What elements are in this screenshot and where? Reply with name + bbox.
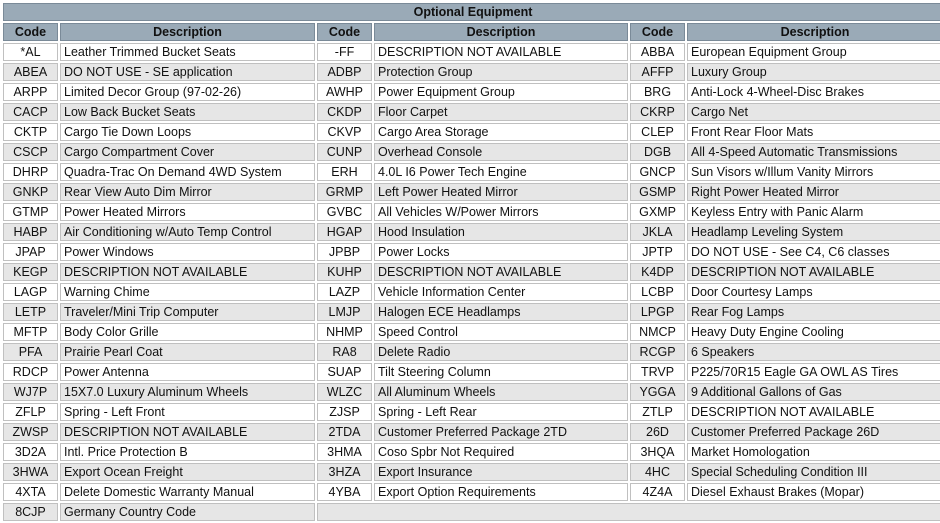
option-description-cell: Power Antenna <box>60 363 315 381</box>
table-row <box>3 423 940 441</box>
table-row <box>3 83 940 101</box>
option-description-cell: DESCRIPTION NOT AVAILABLE <box>687 403 940 421</box>
option-code-cell: SUAP <box>317 363 372 381</box>
option-code-cell: HGAP <box>317 223 372 241</box>
option-description-cell: Vehicle Information Center <box>374 283 628 301</box>
option-code-cell: LAZP <box>317 283 372 301</box>
table-row <box>3 383 940 401</box>
option-code-cell: CACP <box>3 103 58 121</box>
table-row <box>3 63 940 81</box>
option-code-cell: *AL <box>3 43 58 61</box>
option-description-cell: Power Equipment Group <box>374 83 628 101</box>
option-code-cell: 2TDA <box>317 423 372 441</box>
option-code-cell: RDCP <box>3 363 58 381</box>
option-code-cell: ADBP <box>317 63 372 81</box>
option-description-cell: Left Power Heated Mirror <box>374 183 628 201</box>
table-row <box>3 303 940 321</box>
option-code-cell: CKVP <box>317 123 372 141</box>
option-code-cell: JPTP <box>630 243 685 261</box>
option-code-cell: CUNP <box>317 143 372 161</box>
option-description-cell: Air Conditioning w/Auto Temp Control <box>60 223 315 241</box>
option-description-cell: DESCRIPTION NOT AVAILABLE <box>687 263 940 281</box>
option-description-cell: Low Back Bucket Seats <box>60 103 315 121</box>
option-description-cell: Cargo Compartment Cover <box>60 143 315 161</box>
option-description-cell: DO NOT USE - See C4, C6 classes <box>687 243 940 261</box>
option-code-cell: TRVP <box>630 363 685 381</box>
option-description-cell: Hood Insulation <box>374 223 628 241</box>
option-description-cell: Floor Carpet <box>374 103 628 121</box>
option-code-cell: CLEP <box>630 123 685 141</box>
option-description-cell: Limited Decor Group (97-02-26) <box>60 83 315 101</box>
table-row <box>3 103 940 121</box>
table-row <box>3 443 940 461</box>
option-description-cell: Quadra-Trac On Demand 4WD System <box>60 163 315 181</box>
option-code-cell: ABEA <box>3 63 58 81</box>
table-row <box>3 503 940 521</box>
option-code-cell: AFFP <box>630 63 685 81</box>
table-row <box>3 123 940 141</box>
option-code-cell: NMCP <box>630 323 685 341</box>
option-description-cell: Anti-Lock 4-Wheel-Disc Brakes <box>687 83 940 101</box>
option-description-cell: Customer Preferred Package 26D <box>687 423 940 441</box>
option-description-cell: Diesel Exhaust Brakes (Mopar) <box>687 483 940 501</box>
option-description-cell: Power Locks <box>374 243 628 261</box>
option-code-cell: CSCP <box>3 143 58 161</box>
option-description-cell: Protection Group <box>374 63 628 81</box>
option-code-cell: 4YBA <box>317 483 372 501</box>
option-code-cell: GSMP <box>630 183 685 201</box>
option-code-cell: GRMP <box>317 183 372 201</box>
option-code-cell: LCBP <box>630 283 685 301</box>
option-description-cell: Sun Visors w/Illum Vanity Mirrors <box>687 163 940 181</box>
table-body <box>3 43 940 521</box>
option-description-cell: Coso Spbr Not Required <box>374 443 628 461</box>
option-description-cell: Power Windows <box>60 243 315 261</box>
option-description-cell: DO NOT USE - SE application <box>60 63 315 81</box>
option-description-cell: DESCRIPTION NOT AVAILABLE <box>374 263 628 281</box>
option-description-cell: Market Homologation <box>687 443 940 461</box>
option-description-cell: 6 Speakers <box>687 343 940 361</box>
option-code-cell: MFTP <box>3 323 58 341</box>
optional-equipment-panel <box>1 1 939 523</box>
option-code-cell: -FF <box>317 43 372 61</box>
option-description-cell: Export Option Requirements <box>374 483 628 501</box>
table-row <box>3 463 940 481</box>
option-description-cell: Luxury Group <box>687 63 940 81</box>
option-code-cell: HABP <box>3 223 58 241</box>
option-code-cell: 3HQA <box>630 443 685 461</box>
table-row <box>3 283 940 301</box>
table-row <box>3 403 940 421</box>
option-description-cell: 9 Additional Gallons of Gas <box>687 383 940 401</box>
option-code-cell: 3D2A <box>3 443 58 461</box>
option-code-cell: LAGP <box>3 283 58 301</box>
option-description-cell: Prairie Pearl Coat <box>60 343 315 361</box>
option-code-cell: JPAP <box>3 243 58 261</box>
option-code-cell: ZJSP <box>317 403 372 421</box>
option-description-cell: P225/70R15 Eagle GA OWL AS Tires <box>687 363 940 381</box>
option-description-cell: Cargo Area Storage <box>374 123 628 141</box>
column-header-code: Code <box>3 23 58 41</box>
option-code-cell: GNKP <box>3 183 58 201</box>
option-code-cell: LETP <box>3 303 58 321</box>
column-header-description: Description <box>60 23 315 41</box>
option-code-cell: 3HZA <box>317 463 372 481</box>
option-code-cell: AWHP <box>317 83 372 101</box>
option-code-cell: ERH <box>317 163 372 181</box>
option-description-cell: All Aluminum Wheels <box>374 383 628 401</box>
option-description-cell: Halogen ECE Headlamps <box>374 303 628 321</box>
option-code-cell: BRG <box>630 83 685 101</box>
option-description-cell: Spring - Left Rear <box>374 403 628 421</box>
option-code-cell: 26D <box>630 423 685 441</box>
option-code-cell: ZWSP <box>3 423 58 441</box>
option-code-cell: DHRP <box>3 163 58 181</box>
option-code-cell: 4XTA <box>3 483 58 501</box>
option-code-cell: WLZC <box>317 383 372 401</box>
option-description-cell: All 4-Speed Automatic Transmissions <box>687 143 940 161</box>
table-row <box>3 323 940 341</box>
option-code-cell: GVBC <box>317 203 372 221</box>
option-code-cell: WJ7P <box>3 383 58 401</box>
option-code-cell: K4DP <box>630 263 685 281</box>
option-code-cell: GXMP <box>630 203 685 221</box>
option-description-cell: Germany Country Code <box>60 503 315 521</box>
option-code-cell: 4Z4A <box>630 483 685 501</box>
option-description-cell: Right Power Heated Mirror <box>687 183 940 201</box>
option-code-cell: KEGP <box>3 263 58 281</box>
option-description-cell: Cargo Tie Down Loops <box>60 123 315 141</box>
option-description-cell: Overhead Console <box>374 143 628 161</box>
option-code-cell: 3HWA <box>3 463 58 481</box>
option-description-cell: Spring - Left Front <box>60 403 315 421</box>
option-description-cell: Rear Fog Lamps <box>687 303 940 321</box>
table-row <box>3 483 940 501</box>
table-row <box>3 203 940 221</box>
column-header-code: Code <box>317 23 372 41</box>
option-code-cell: 4HC <box>630 463 685 481</box>
option-code-cell: 3HMA <box>317 443 372 461</box>
option-description-cell: Door Courtesy Lamps <box>687 283 940 301</box>
option-code-cell: GTMP <box>3 203 58 221</box>
table-row <box>3 183 940 201</box>
table-row <box>3 263 940 281</box>
table-row <box>3 363 940 381</box>
option-description-cell: Leather Trimmed Bucket Seats <box>60 43 315 61</box>
column-header-description: Description <box>687 23 940 41</box>
option-code-cell: KUHP <box>317 263 372 281</box>
option-description-cell: Customer Preferred Package 2TD <box>374 423 628 441</box>
table-row <box>3 43 940 61</box>
option-code-cell: ZFLP <box>3 403 58 421</box>
option-code-cell: PFA <box>3 343 58 361</box>
option-code-cell: ARPP <box>3 83 58 101</box>
option-description-cell: Headlamp Leveling System <box>687 223 940 241</box>
option-code-cell: 8CJP <box>3 503 58 521</box>
empty-cell <box>317 503 940 521</box>
option-description-cell: Power Heated Mirrors <box>60 203 315 221</box>
option-description-cell: Special Scheduling Condition III <box>687 463 940 481</box>
option-code-cell: DGB <box>630 143 685 161</box>
option-code-cell: CKTP <box>3 123 58 141</box>
option-description-cell: Export Ocean Freight <box>60 463 315 481</box>
option-code-cell: RA8 <box>317 343 372 361</box>
option-code-cell: ZTLP <box>630 403 685 421</box>
column-header-description: Description <box>374 23 628 41</box>
option-code-cell: JPBP <box>317 243 372 261</box>
option-code-cell: ABBA <box>630 43 685 61</box>
table-title: Optional Equipment <box>3 3 940 21</box>
option-description-cell: 4.0L I6 Power Tech Engine <box>374 163 628 181</box>
option-description-cell: All Vehicles W/Power Mirrors <box>374 203 628 221</box>
option-description-cell: 15X7.0 Luxury Aluminum Wheels <box>60 383 315 401</box>
option-code-cell: LMJP <box>317 303 372 321</box>
table-row <box>3 343 940 361</box>
option-description-cell: Rear View Auto Dim Mirror <box>60 183 315 201</box>
option-description-cell: Front Rear Floor Mats <box>687 123 940 141</box>
option-description-cell: Speed Control <box>374 323 628 341</box>
option-description-cell: DESCRIPTION NOT AVAILABLE <box>374 43 628 61</box>
option-code-cell: NHMP <box>317 323 372 341</box>
option-description-cell: Keyless Entry with Panic Alarm <box>687 203 940 221</box>
option-description-cell: Cargo Net <box>687 103 940 121</box>
option-description-cell: European Equipment Group <box>687 43 940 61</box>
option-code-cell: LPGP <box>630 303 685 321</box>
column-header-code: Code <box>630 23 685 41</box>
option-description-cell: Tilt Steering Column <box>374 363 628 381</box>
table-row <box>3 163 940 181</box>
option-description-cell: DESCRIPTION NOT AVAILABLE <box>60 263 315 281</box>
table-row <box>3 243 940 261</box>
column-header-row <box>3 23 940 41</box>
table-row <box>3 143 940 161</box>
option-description-cell: Intl. Price Protection B <box>60 443 315 461</box>
option-description-cell: Delete Domestic Warranty Manual <box>60 483 315 501</box>
option-description-cell: Warning Chime <box>60 283 315 301</box>
option-code-cell: GNCP <box>630 163 685 181</box>
option-description-cell: Delete Radio <box>374 343 628 361</box>
option-description-cell: Body Color Grille <box>60 323 315 341</box>
option-code-cell: RCGP <box>630 343 685 361</box>
option-code-cell: CKRP <box>630 103 685 121</box>
option-code-cell: JKLA <box>630 223 685 241</box>
option-code-cell: YGGA <box>630 383 685 401</box>
option-description-cell: DESCRIPTION NOT AVAILABLE <box>60 423 315 441</box>
option-description-cell: Export Insurance <box>374 463 628 481</box>
optional-equipment-table <box>1 1 940 523</box>
table-row <box>3 223 940 241</box>
option-description-cell: Traveler/Mini Trip Computer <box>60 303 315 321</box>
option-description-cell: Heavy Duty Engine Cooling <box>687 323 940 341</box>
option-code-cell: CKDP <box>317 103 372 121</box>
